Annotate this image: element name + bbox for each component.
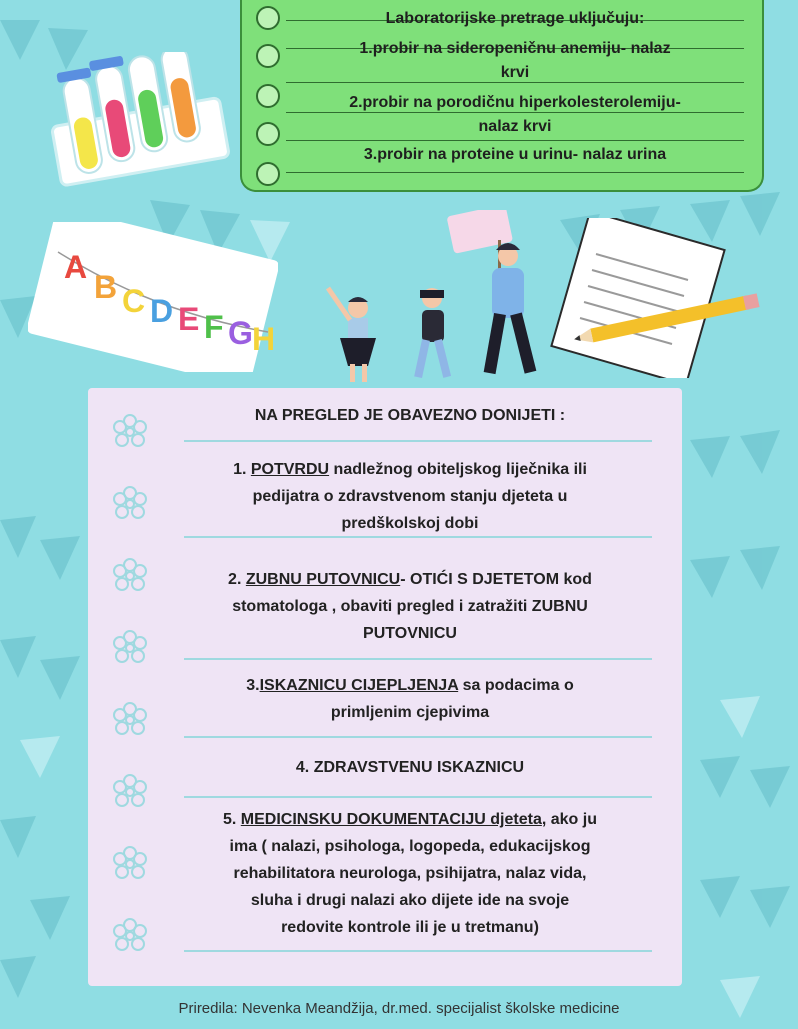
letter-d: D [150, 293, 174, 329]
lab-test-item-1: 1.probir na sideropeničnu anemiju- nalaz [359, 40, 671, 57]
required-item-4: 4. ZDRAVSTVENU ISKAZNICU [295, 759, 525, 776]
item-3-text-a: sa podacima o [458, 677, 574, 694]
flower-icon [110, 772, 150, 812]
item-5-text-e: redovite kontrole ili je u tretmanu) [281, 919, 539, 936]
letter-f: F [204, 309, 224, 345]
item-2-number: 2. [228, 571, 246, 588]
item-2-text-c: PUTOVNICU [363, 625, 457, 642]
lab-tests-note [240, 0, 764, 192]
required-documents-card [88, 388, 682, 986]
item-2-text-b: stomatologa , obaviti pregled i zatražiti ZUBNU [232, 598, 588, 615]
item-5-text-c: rehabilitatora neurologa, psihijatra, nalaz vida, [233, 865, 587, 882]
lab-test-item-3: 3.probir na proteine u urinu- nalaz urina [363, 146, 667, 163]
letter-b: B [94, 269, 118, 305]
lab-test-item-2-cont: nalaz krvi [478, 118, 552, 135]
lab-test-item-1-cont: krvi [500, 64, 530, 81]
binder-ring-icon [256, 6, 280, 30]
item-2-text-a: - OTIĆI S DJETETOM kod [400, 571, 592, 588]
item-1-text-c: predškolskoj dobi [341, 515, 479, 532]
separator-line [184, 440, 652, 442]
ruled-line [286, 140, 744, 141]
item-5-keyword: MEDICINSKU DOKUMENTACIJU djeteta [240, 811, 542, 828]
item-5-number: 5. [223, 811, 241, 828]
item-1-text-b: pedijatra o zdravstvenom stanju djeteta u [252, 488, 568, 505]
separator-line [184, 796, 652, 798]
required-item-5 [158, 806, 662, 941]
letter-e: E [178, 301, 200, 337]
lab-test-item-2: 2.probir na porodičnu hiperkolesterolemiju- [349, 94, 681, 111]
test-tubes-icon [42, 52, 232, 192]
family-walking-icon [310, 210, 550, 390]
letter-g: G [228, 315, 253, 351]
alphabet-banner [28, 222, 278, 372]
flower-icon [110, 700, 150, 740]
item-5-text-d: sluha i drugi nalazi ako dijete ide na svoje [250, 892, 570, 909]
binder-ring-icon [256, 162, 280, 186]
item-3-number: 3. [246, 677, 260, 694]
binder-ring-icon [256, 122, 280, 146]
lab-tests-title: Laboratorijske pretrage uključuju: [385, 10, 645, 27]
required-item-1 [158, 456, 662, 537]
flower-icon [110, 916, 150, 956]
item-3-keyword: ISKAZNICU CIJEPLJENJA [259, 677, 459, 694]
card-heading: NA PREGLED JE OBAVEZNO DONIJETI : [254, 407, 566, 424]
item-1-text-a: nadležnog obiteljskog liječnika ili [329, 461, 587, 478]
separator-line [184, 950, 652, 952]
letter-a: A [64, 249, 88, 285]
separator-line [184, 536, 652, 538]
flower-icon [110, 628, 150, 668]
letter-h: H [252, 321, 276, 357]
item-1-number: 1. [233, 461, 251, 478]
item-1-keyword: POTVRDU [250, 461, 330, 478]
required-item-3 [158, 672, 662, 726]
binder-ring-icon [256, 84, 280, 108]
alphabet-garland-icon [28, 222, 278, 372]
letter-c: C [122, 283, 146, 319]
flower-icon [110, 556, 150, 596]
flower-icon [110, 484, 150, 524]
footer-author: Priredila: Nevenka Meandžija, dr.med. specijalist školske medicine [178, 1000, 620, 1017]
item-5-text-b: ima ( nalazi, psihologa, logopeda, edukacijskog [229, 838, 591, 855]
notepad-pencil-icon [548, 218, 768, 378]
flower-icon [110, 412, 150, 452]
separator-line [184, 658, 652, 660]
binder-ring-icon [256, 44, 280, 68]
required-item-2 [158, 566, 662, 647]
item-3-text-b: primljenim cjepivima [330, 704, 490, 721]
item-2-keyword: ZUBNU PUTOVNICU [245, 571, 401, 588]
item-5-text-a: , ako ju [541, 811, 597, 828]
separator-line [184, 736, 652, 738]
ruled-line [286, 172, 744, 173]
flower-icon [110, 844, 150, 884]
